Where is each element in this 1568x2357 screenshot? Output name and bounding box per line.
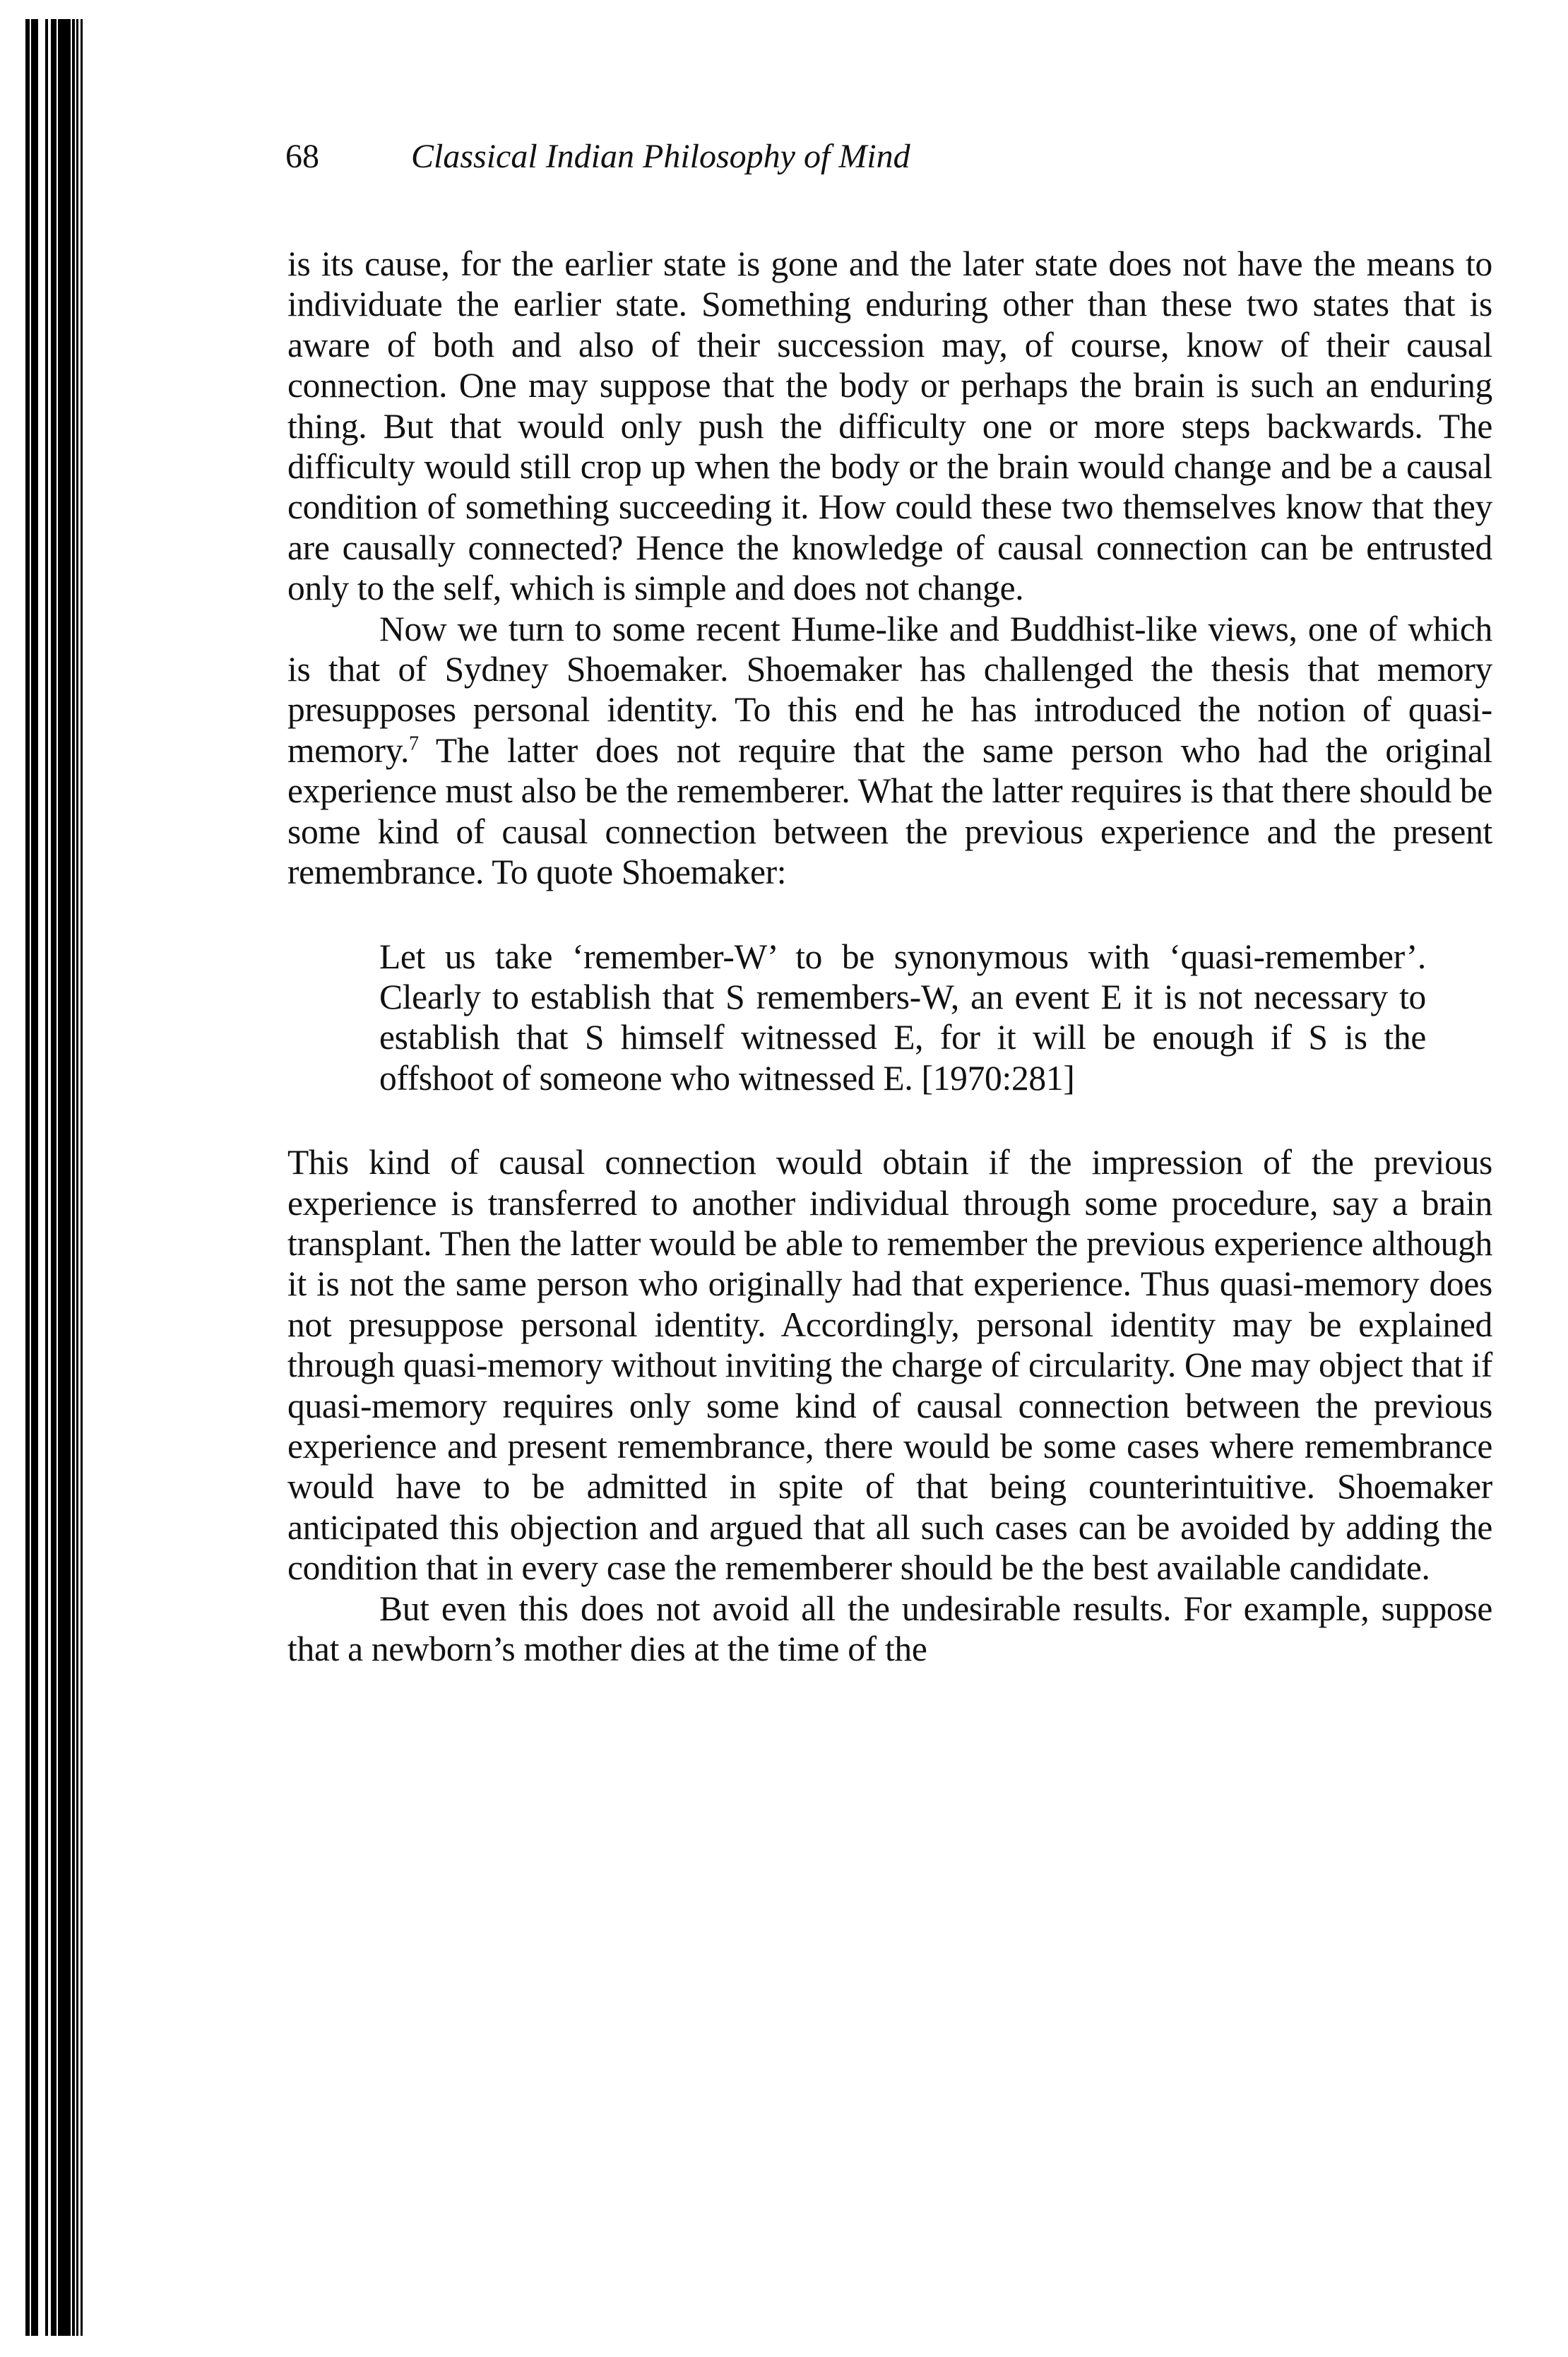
shoemaker-quotation: Let us take ‘remember-W’ to be synonymous with ‘quasi-remember’. Clearly to establish that S remembers-W, an event E it is not necessary to establish that S himself witnessed E, for it will be enough if S is the offshoot of someone who witnessed E. [1970:281] bbox=[379, 937, 1426, 1098]
paragraph-2-text-b: The latter does not require that the same person who had the original experience must also be the rememberer. What the latter requires is that there should be some kind of causal connection between the previous experience and the present remembrance. To quote Shoemaker: bbox=[287, 730, 1492, 892]
paragraph-2-text-a: Now we turn to some recent Hume-like and Buddhist-like views, one of which is that of Sydney Shoemaker. Shoemaker has challenged the thesis that memory presupposes personal identity. To this end he has introduced the notion of quasi-memory. bbox=[287, 609, 1492, 770]
book-title: Classical Indian Philosophy of Mind bbox=[411, 138, 910, 175]
paragraph-4: But even this does not avoid all the undesirable results. For example, suppose that a newborn’s mother dies at the time of the bbox=[287, 1589, 1492, 1668]
page-number: 68 bbox=[285, 138, 319, 175]
footnote-ref: 7 bbox=[409, 732, 419, 755]
paragraph-1: is its cause, for the earlier state is gone and the later state does not have the means to individuate the earlier state. Something enduring other than these two states that is aware of both and also of their succession may, of course, know of their causal connection. One may suppose that the body or perhaps the brain is such an enduring thing. But that would only push the difficulty one or more steps backwards. The difficulty would still crop up when the body or the brain would change and be a causal condition of something succeeding it. How could these two themselves know that they are causally connected? Hence the knowledge of causal connection can be entrusted only to the self, which is simple and does not change. bbox=[287, 244, 1492, 608]
paragraph-2 bbox=[287, 609, 1492, 893]
running-head bbox=[285, 136, 1486, 178]
page-body bbox=[287, 244, 1492, 1669]
scanned-binding-edge bbox=[20, 19, 87, 2336]
paragraph-3: This kind of causal connection would obtain if the impression of the previous experience is transferred to another individual through some procedure, say a brain transplant. Then the latter would be able to remember the previous experience although it is not the same person who originally had that experience. Thus quasi-memory does not presuppose personal identity. Accordingly, personal identity may be explained through quasi-memory without inviting the charge of circularity. One may object that if quasi-memory requires only some kind of causal connection between the previous experience and present remembrance, there would be some cases where remembrance would have to be admitted in spite of that being counterintuitive. Shoemaker anticipated this objection and argued that all such cases can be avoided by adding the condition that in every case the rememberer should be the best available candidate. bbox=[287, 1143, 1492, 1588]
